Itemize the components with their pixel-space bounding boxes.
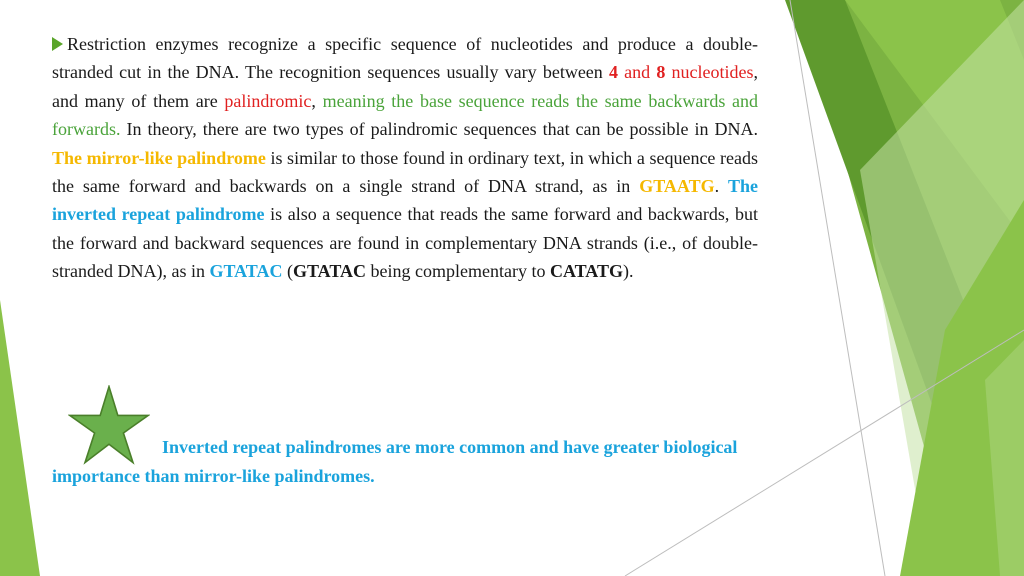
definition-text: meaning the base sequence reads the same backwards and forwards. (52, 90, 759, 140)
key-note (52, 433, 772, 491)
key-note-text: Inverted repeat palindromes are more common and have greater biological importance than mirror-like palindromes. (52, 437, 738, 486)
triangle-bullet-icon (52, 37, 63, 51)
mirror-palindrome-term: The mirror-like palindrome (52, 147, 266, 168)
main-content (52, 30, 758, 286)
body-paragraph: Restriction enzymes recognize a specific sequence of nucleotides and produce a double-stranded cut in the DNA. The recognition sequences usually vary between 4 and 8 nucleotides, and many of them are palindromic, meaning the base sequence reads the same backwards and forwards. In theory, there are two types of palindromic sequences that can be possible in DNA. The mirror-like palindrome is similar to those found in ordinary text, in which a sequence reads the same forward and backwards on a single strand of DNA strand, as in GTAATG. The inverted repeat palindrome is also a sequence that reads the same forward and backwards, but the forward and backward sequences are found in complementary DNA strands (i.e., of double-stranded DNA), as in GTATAC (GTATAC being complementary to CATATG). (52, 34, 759, 282)
inverted-palindrome-term: The inverted repeat palindrome (52, 176, 759, 225)
